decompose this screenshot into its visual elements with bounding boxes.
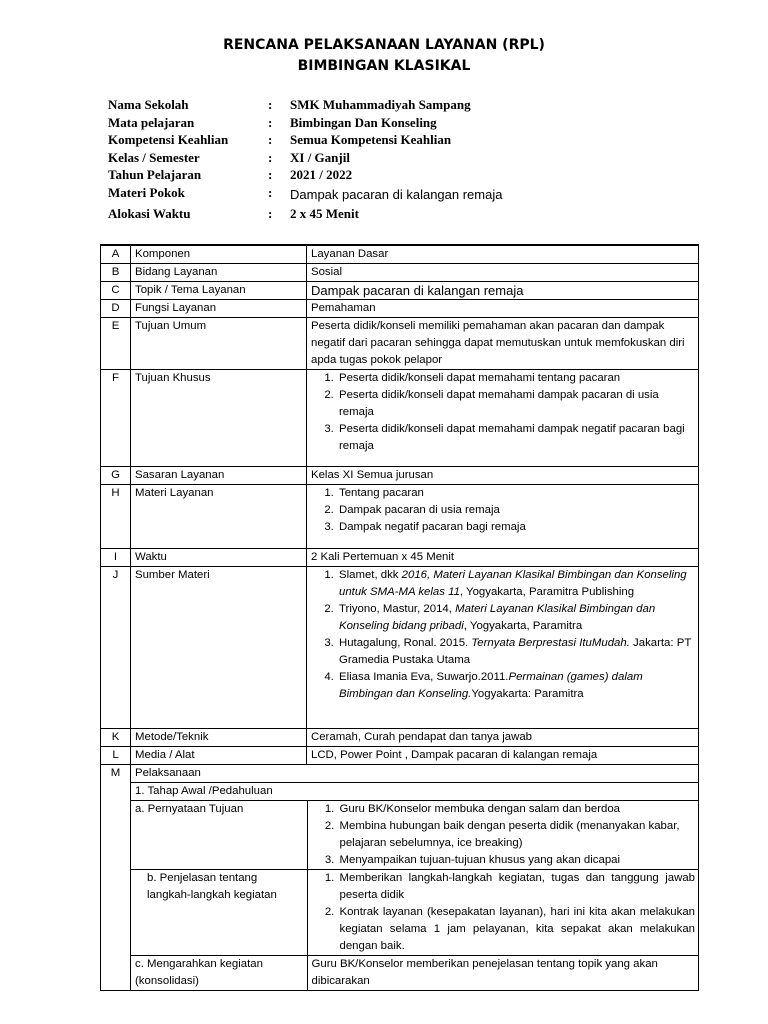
header-key: Kelas / Semester <box>108 150 200 165</box>
step-content <box>307 801 699 870</box>
row-letter: I <box>101 549 131 567</box>
header-sep: : <box>268 167 273 182</box>
header-sep: : <box>268 185 273 200</box>
row-letter: G <box>101 467 131 485</box>
header-key: Materi Pokok <box>108 185 185 200</box>
list-item: 3. Peserta didik/konseli dapat memahami dampak negatif pacaran bagi remaja <box>337 421 694 455</box>
table-row <box>101 549 699 567</box>
row-letter: E <box>101 318 131 370</box>
table-row <box>131 870 699 956</box>
ref-publisher: Jakarta: PT Gramedia Pustaka Utama <box>339 637 692 666</box>
step-label: b. Penjelasan tentang langkah-langkah kegiatan <box>131 870 307 956</box>
row-letter: M <box>101 765 131 991</box>
list-item: 3. Menyampaikan tujuan-tujuan khusus yang akan dicapai <box>338 852 696 869</box>
reference-item <box>337 567 694 601</box>
table-row <box>131 765 699 783</box>
pelaksanaan-cell <box>131 765 699 991</box>
row-label: Sumber Materi <box>131 567 307 729</box>
list-item: 2. Peserta didik/konseli dapat memahami dampak pacaran di usia remaja <box>337 387 694 421</box>
ref-title: Materi Layanan Klasikal Bimbingan dan Konseling bidang pribadi <box>339 603 656 632</box>
list-item: 1. Tentang pacaran <box>337 485 694 502</box>
row-letter: L <box>101 747 131 765</box>
header-key: Mata pelajaran <box>108 115 195 130</box>
ref-author: Eliasa Imania Eva, Suwarjo.2011. <box>339 671 509 683</box>
table-row <box>131 801 699 870</box>
row-label: Waktu <box>131 549 307 567</box>
row-letter: H <box>101 485 131 549</box>
row-value: Pemahaman <box>307 300 699 318</box>
table-row <box>101 485 699 549</box>
step-content: Guru BK/Konselor memberikan penejelasan tentang topik yang akan dibicarakan <box>307 956 699 991</box>
table-row <box>131 956 699 991</box>
header-sep: : <box>268 97 273 112</box>
ref-author: Slamet, dkk <box>339 569 402 581</box>
step-label: c. Mengarahkan kegiatan (konsolidasi) <box>131 956 307 991</box>
row-label: Materi Layanan <box>131 485 307 549</box>
row-value: Layanan Dasar <box>307 245 699 264</box>
row-value <box>307 485 699 549</box>
header-value: Semua Kompetensi Keahlian <box>290 132 452 147</box>
header-sep: : <box>268 206 273 221</box>
row-label: Bidang Layanan <box>131 264 307 282</box>
row-letter: A <box>101 245 131 264</box>
ref-publisher: , Yogyakarta, Paramitra <box>463 620 583 632</box>
ref-publisher: Yogyakarta: Paramitra <box>471 688 584 700</box>
list-item: 2. Membina hubungan baik dengan peserta didik (menanyakan kabar, pelajaran sebelumnya, ice breaking) <box>338 818 696 852</box>
row-value: Sosial <box>307 264 699 282</box>
list-item: 1. Guru BK/Konselor membuka dengan salam dan berdoa <box>338 801 696 818</box>
table-row <box>101 467 699 485</box>
row-letter: D <box>101 300 131 318</box>
row-value <box>307 567 699 729</box>
row-value: Kelas XI Semua jurusan <box>307 467 699 485</box>
header-key: Nama Sekolah <box>108 97 189 112</box>
table-row <box>131 783 699 801</box>
header-value: Bimbingan Dan Konseling <box>290 115 437 130</box>
header-key: Kompetensi Keahlian <box>108 132 229 147</box>
header-value: 2 x 45 Menit <box>290 206 359 221</box>
list-item: 3. Dampak negatif pacaran bagi remaja <box>337 519 694 536</box>
table-row <box>101 282 699 300</box>
list-item: 2. Dampak pacaran di usia remaja <box>337 502 694 519</box>
row-label: Fungsi Layanan <box>131 300 307 318</box>
step-label: a. Pernyataan Tujuan <box>131 801 307 870</box>
header-key: Tahun Pelajaran <box>108 167 202 182</box>
row-letter: F <box>101 370 131 467</box>
table-row <box>101 318 699 370</box>
row-letter: C <box>101 282 131 300</box>
header-value: XI / Ganjil <box>290 150 350 165</box>
table-row <box>101 729 699 747</box>
header-key: Alokasi Waktu <box>108 206 191 221</box>
row-value: Peserta didik/konseli memiliki pemahaman akan pacaran dan dampak negatif dari pacaran sehingga dapat memutuskan untuk memfokuskan diri apda tugas pokok pelapor <box>307 318 699 370</box>
document-subtitle: BIMBINGAN KLASIKAL <box>297 58 471 74</box>
ref-author: Hutagalung, Ronal. 2015. <box>339 637 472 649</box>
table-row <box>101 765 699 991</box>
ref-title: 2016, Materi Layanan Klasikal Bimbingan dan Konseling untuk SMA-MA kelas 11 <box>339 569 687 598</box>
ref-author: Triyono, Mastur, 2014, <box>339 603 456 615</box>
row-value: Ceramah, Curah pendapat dan tanya jawab <box>307 729 699 747</box>
table-row <box>101 300 699 318</box>
table-row <box>101 264 699 282</box>
row-letter: B <box>101 264 131 282</box>
row-letter: J <box>101 567 131 729</box>
document-title: RENCANA PELAKSANAAN LAYANAN (RPL) <box>223 37 545 53</box>
ref-title: Ternyata Berprestasi ItuMudah. <box>471 637 630 649</box>
rpl-table <box>100 244 699 991</box>
header-sep: : <box>268 150 273 165</box>
row-label: Tujuan Khusus <box>131 370 307 467</box>
table-row <box>101 747 699 765</box>
reference-item <box>337 635 694 669</box>
row-label: Sasaran Layanan <box>131 467 307 485</box>
header-value: SMK Muhammadiyah Sampang <box>290 97 471 112</box>
row-value: 2 Kali Pertemuan x 45 Menit <box>307 549 699 567</box>
header-value: 2021 / 2022 <box>290 167 353 182</box>
ref-publisher: , Yogyakarta, Paramitra Publishing <box>459 586 635 598</box>
reference-item <box>337 669 694 703</box>
row-value: Dampak pacaran di kalangan remaja <box>307 282 699 300</box>
ref-title: Permainan (games) dalam Bimbingan dan Konseling. <box>339 671 643 700</box>
table-row <box>101 567 699 729</box>
stage-title: 1. Tahap Awal /Pedahuluan <box>131 783 699 801</box>
list-item: 1. Peserta didik/konseli dapat memahami tentang pacaran <box>337 370 694 387</box>
table-row <box>101 370 699 467</box>
row-value: LCD, Power Point , Dampak pacaran di kalangan remaja <box>307 747 699 765</box>
reference-item <box>337 601 694 635</box>
table-row <box>101 245 699 264</box>
row-label: Tujuan Umum <box>131 318 307 370</box>
row-label: Topik / Tema Layanan <box>131 282 307 300</box>
list-item: 2. Kontrak layanan (kesepakatan layanan), hari ini kita akan melakukan kegiatan selama 1 jam pelayanan, kita sepakat akan melakukan dengan baik. <box>338 904 696 955</box>
header-sep: : <box>268 115 273 130</box>
row-label: Pelaksanaan <box>131 765 699 783</box>
step-content <box>307 870 699 956</box>
header-sep: : <box>268 132 273 147</box>
header-value: Dampak pacaran di kalangan remaja <box>290 187 503 202</box>
row-letter: K <box>101 729 131 747</box>
pelaksanaan-table <box>131 765 699 990</box>
list-item: 1. Memberikan langkah-langkah kegiatan, tugas dan tanggung jawab peserta didik <box>338 870 696 904</box>
row-label: Media / Alat <box>131 747 307 765</box>
row-label: Komponen <box>131 245 307 264</box>
row-value <box>307 370 699 467</box>
row-label: Metode/Teknik <box>131 729 307 747</box>
